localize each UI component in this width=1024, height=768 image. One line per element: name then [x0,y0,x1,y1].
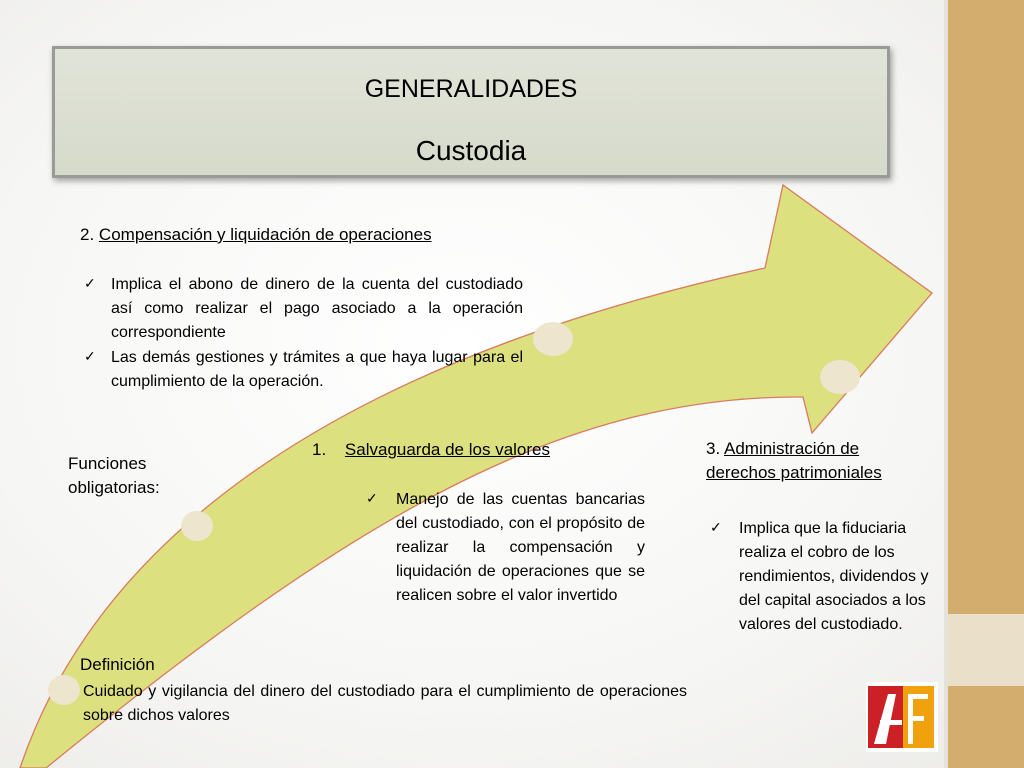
section-3-bullet-1: Implica que la fiduciaria realiza el cobro de los rendimientos, dividendos y del capital asociados a los valores del custodiado. [739,520,929,633]
section-2-heading [80,223,432,247]
section-2-title: Compensación y liquidación de operaciones [98,225,432,244]
check-icon: ✓ [366,490,378,506]
funciones-label: Funciones obligatorias: [68,454,160,497]
section-1-bullet-1: Manejo de las cuentas bancarias del custodiado, con el propósito de realizar la compensación y liquidación de operaciones que se realicen sobre el valor invertido [396,491,645,604]
section-2-bullet-2: Las demás gestiones y trámites a que haya lugar para el cumplimiento de la operación. [111,349,523,390]
section-1-title: Salvaguarda de los valores [344,440,550,459]
af-logo-icon [866,682,938,752]
definicion-title: Definición [80,655,155,674]
page-subtitle: Custodia [415,135,527,166]
arrow-dot-3 [533,322,573,356]
arrow-dot-4 [820,360,860,394]
header-box [52,46,890,178]
section-1-heading [312,438,550,462]
page-title: GENERALIDADES [364,75,578,103]
arrow-dot-2 [181,511,213,541]
check-icon: ✓ [710,519,722,535]
section-2-number: 2. [80,225,95,244]
section-1-number: 1. [312,440,327,459]
definicion-text: Cuidado y vigilancia del dinero del custodiado para el cumplimiento de operaciones sobre dichos valores [83,683,687,724]
check-icon: ✓ [84,348,96,364]
section-3-number: 3. [706,439,721,458]
check-icon: ✓ [84,275,96,291]
section-3-heading [706,437,946,485]
section-3-title-line-2: derechos patrimoniales [706,463,882,482]
section-2-bullet-1: Implica el abono de dinero de la cuenta del custodiado así como realizar el pago asociado a la operación correspondiente [111,276,523,341]
arrow-dot-1 [48,675,80,705]
section-3-title-line-1: Administración de [723,439,860,458]
